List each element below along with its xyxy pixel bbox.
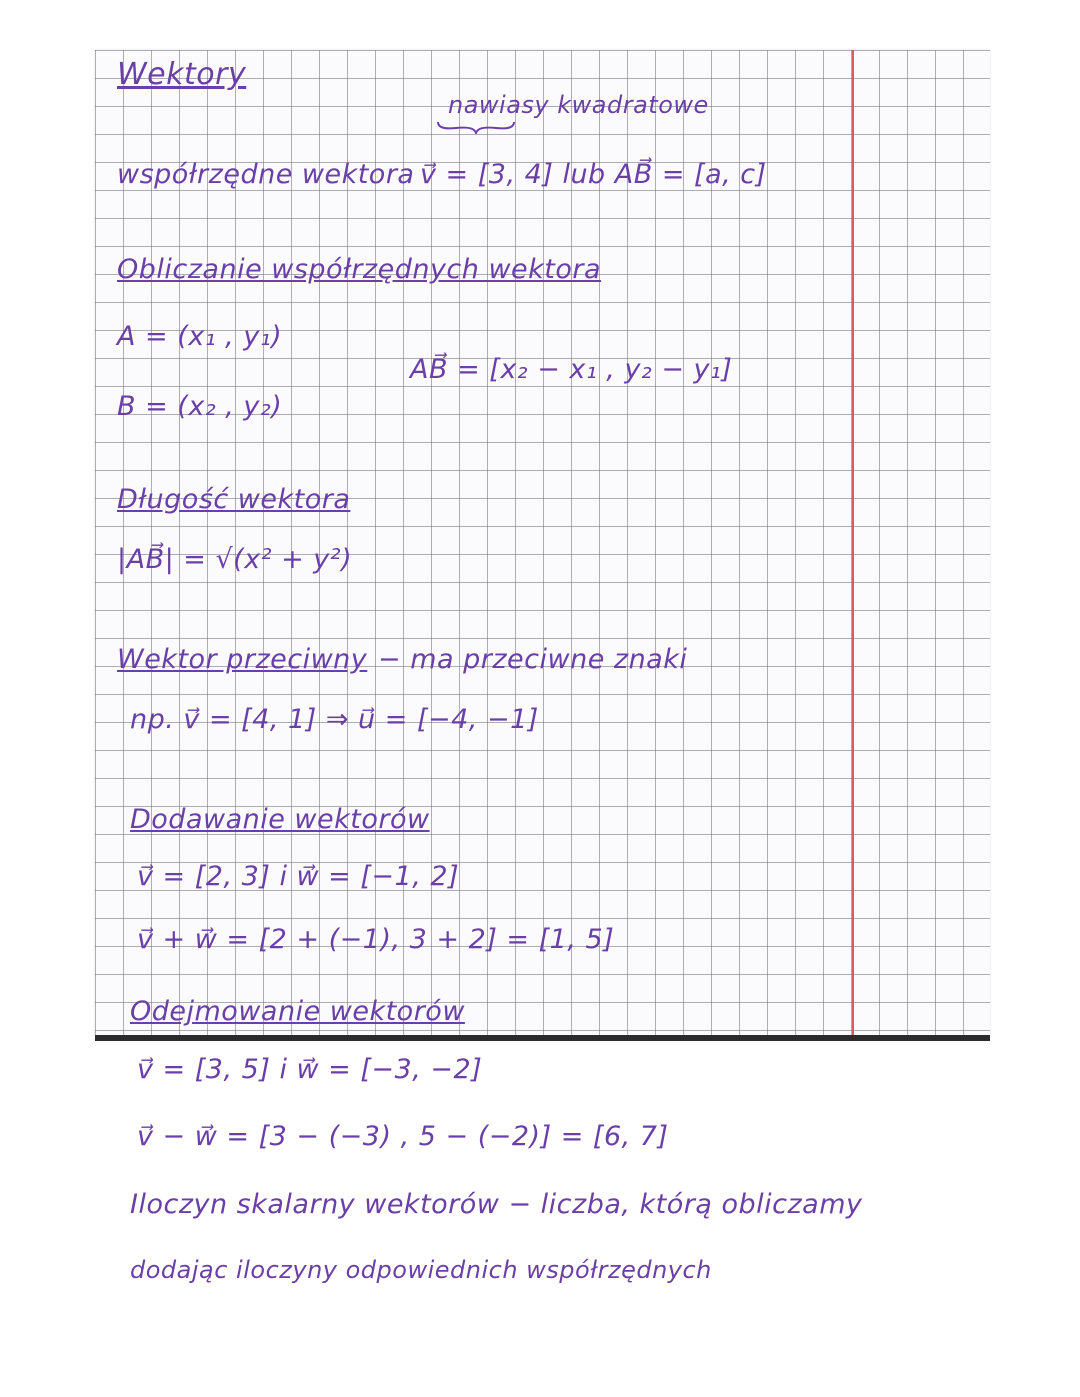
point-b: B = (x₂ , y₂)	[117, 391, 283, 422]
add-header: Dodawanie wektorów	[130, 804, 430, 835]
length-formula: |AB⃗| = √(x² + y²)	[117, 544, 353, 575]
opposite-note: − ma przeciwne znaki	[378, 644, 688, 675]
sub-given: v⃗ = [3, 5] i w⃗ = [−3, −2]	[137, 1054, 483, 1085]
opposite-header: Wektor przeciwny	[117, 644, 368, 675]
coords-label: współrzędne wektora	[117, 159, 415, 190]
coords-example: v⃗ = [3, 4] lub AB⃗ = [a, c]	[420, 159, 767, 190]
sub-header: Odejmowanie wektorów	[130, 996, 465, 1027]
curly-brace-icon	[436, 120, 516, 134]
dot-product-line-2: dodając iloczyny odpowiednich współrzędnych	[130, 1256, 712, 1284]
sub-result: v⃗ − w⃗ = [3 − (−3) , 5 − (−2)] = [6, 7]	[137, 1121, 669, 1152]
length-header: Długość wektora	[117, 484, 351, 515]
red-margin-line	[852, 50, 854, 1035]
bracket-note: nawiasy kwadratowe	[448, 91, 709, 119]
opposite-example: np. v⃗ = [4, 1] ⇒ u⃗ = [−4, −1]	[130, 704, 539, 735]
page-bottom-edge	[95, 1035, 990, 1041]
dot-product-line-1: Iloczyn skalarny wektorów − liczba, którą obliczamy	[130, 1189, 863, 1220]
add-given: v⃗ = [2, 3] i w⃗ = [−1, 2]	[137, 861, 460, 892]
point-a: A = (x₁ , y₁)	[117, 321, 283, 352]
ab-formula: AB⃗ = [x₂ − x₁ , y₂ − y₁]	[410, 354, 733, 385]
calc-header: Obliczanie współrzędnych wektora	[117, 254, 602, 285]
page-title: Wektory	[117, 57, 247, 92]
add-result: v⃗ + w⃗ = [2 + (−1), 3 + 2] = [1, 5]	[137, 924, 615, 955]
